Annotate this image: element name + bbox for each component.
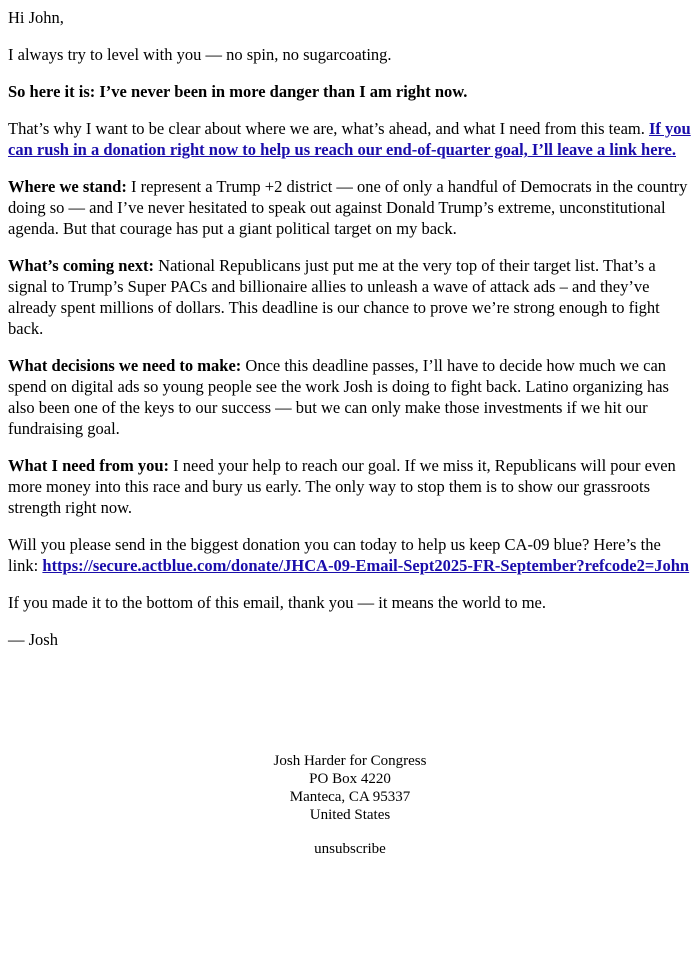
whats-coming-next-label: What’s coming next: [8, 256, 155, 275]
paragraph-where-we-stand [8, 176, 692, 239]
paragraph-whats-coming-next [8, 255, 692, 339]
headline-text: So here it is: I’ve never been in more danger than I am right now. [8, 82, 468, 101]
footer-pobox: PO Box 4220 [309, 771, 391, 787]
greeting: Hi John, [8, 8, 64, 27]
where-we-stand-label: Where we stand: [8, 177, 127, 196]
thanks-paragraph: If you made it to the bottom of this email, thank you — it means the world to me. [8, 593, 546, 612]
paragraph-clear [8, 118, 692, 160]
headline-paragraph [8, 81, 692, 102]
what-i-need-text: I need your help to reach our goal. If we miss it, Republicans will pour even more money into this race and bury us early. The only way to stop them is to show our grassroots strength right now. [8, 456, 676, 517]
unsubscribe-link[interactable]: unsubscribe [314, 841, 386, 857]
paragraph-ask [8, 534, 692, 576]
where-we-stand-text: I represent a Trump +2 district — one of only a handful of Democrats in the country doing so — and I’ve never hesitated to speak out against Donald Trump’s extreme, unconstitutional agenda. But that courage has put a giant political target on my back. [8, 177, 688, 238]
decisions-label: What decisions we need to make: [8, 356, 242, 375]
what-i-need-label: What I need from you: [8, 456, 170, 475]
intro-paragraph: I always try to level with you — no spin, no sugarcoating. [8, 45, 392, 64]
footer-city: Manteca, CA 95337 [289, 789, 411, 805]
donation-link-url[interactable]: https://secure.actblue.com/donate/JHCA-09-Email-Sept2025-FR-September?refcode2=John [42, 556, 690, 575]
footer-org: Josh Harder for Congress [273, 753, 427, 769]
ask-text: Will you please send in the biggest donation you can today to help us keep CA-09 blue? Here’s the link: [8, 535, 661, 575]
footer-country: United States [309, 807, 391, 823]
donation-link-inline[interactable]: If you can rush in a donation right now to help us reach our end-of-quarter goal, I’ll leave a link here. [8, 119, 691, 159]
signoff: — Josh [8, 630, 58, 649]
whats-coming-next-text: National Republicans just put me at the very top of their target list. That’s a signal to Trump’s Super PACs and billionaire allies to unleash a wave of attack ads – and they’ve already spent millions of dollars. This deadline is our chance to prove we’re strong enough to fight back. [8, 256, 660, 338]
email-footer [8, 752, 692, 858]
paragraph-what-i-need [8, 455, 692, 518]
decisions-text: Once this deadline passes, I’ll have to decide how much we can spend on digital ads so young people see the work Josh is doing to fight back. Latino organizing has also been one of the keys to our success — but we can only make those investments if we hit our fundraising goal. [8, 356, 669, 438]
paragraph-decisions [8, 355, 692, 439]
paragraph-clear-text: That’s why I want to be clear about where we are, what’s ahead, and what I need from this team. [8, 119, 645, 138]
